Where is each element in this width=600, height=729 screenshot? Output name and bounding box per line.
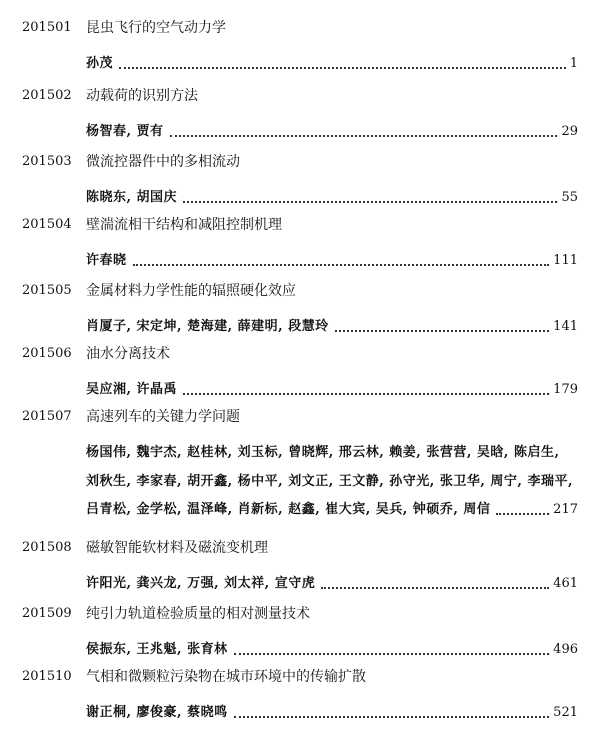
entry-number: 201508 (22, 540, 72, 555)
entry-authors: 侯振东, 王兆魁, 张育林 (86, 642, 228, 657)
entry-authors: 杨国伟, 魏宇杰, 赵桂林, 刘玉标, 曾晓辉, 邢云林, 赖姜, 张营营, 吴晗, 陈启生, (86, 445, 560, 460)
entry-authors: 杨智春, 贾有 (86, 124, 164, 139)
dot-leader (170, 134, 558, 137)
author-line (86, 54, 578, 74)
entry-authors: 孙茂 (86, 56, 114, 71)
entry-authors: 刘秋生, 李家春, 胡开鑫, 杨中平, 刘文正, 王文静, 孙守光, 张卫华, 周宁, 李瑞平, (86, 473, 573, 489)
entry-title: 昆虫飞行的空气动力学 (86, 20, 226, 36)
author-line (86, 500, 578, 520)
entry-page-number: 55 (561, 190, 578, 205)
entry-number: 201501 (22, 20, 72, 35)
dot-leader (496, 512, 549, 515)
author-line (86, 640, 578, 660)
author-line (86, 188, 578, 208)
entry-page-number: 521 (553, 705, 578, 720)
author-line (86, 122, 578, 142)
entry-number: 201509 (22, 606, 72, 621)
entry-authors: 谢正桐, 廖俊豪, 蔡晓鸣 (86, 705, 228, 720)
entry-authors: 许春晓 (86, 253, 127, 268)
entry-page-number: 461 (553, 576, 578, 591)
entry-authors: 许阳光, 龚兴龙, 万强, 刘太祥, 宣守虎 (86, 576, 316, 591)
entry-page-number: 496 (553, 642, 578, 657)
entry-number: 201505 (22, 283, 72, 298)
entry-page-number: 217 (553, 502, 578, 517)
entry-number: 201507 (22, 409, 72, 424)
entry-title: 高速列车的关键力学问题 (86, 409, 240, 425)
author-line (86, 380, 578, 400)
dot-leader (234, 715, 550, 718)
entry-authors: 吴应湘, 许晶禹 (86, 382, 178, 397)
entry-number: 201510 (22, 669, 72, 684)
entry-title: 磁敏智能软材料及磁流变机理 (86, 540, 268, 556)
entry-authors: 陈晓东, 胡国庆 (86, 190, 178, 205)
entry-number: 201503 (22, 154, 72, 169)
entry-page-number: 29 (561, 124, 578, 139)
dot-leader (183, 200, 557, 203)
entry-page-number: 179 (553, 382, 578, 397)
dot-leader (119, 66, 566, 69)
entry-page-number: 111 (553, 253, 578, 268)
dot-leader (133, 263, 550, 266)
author-line (86, 472, 578, 492)
entry-title: 动载荷的识别方法 (86, 88, 198, 104)
author-line (86, 703, 578, 723)
author-line (86, 251, 578, 271)
dot-leader (335, 329, 549, 332)
dot-leader (321, 586, 549, 589)
dot-leader (183, 392, 549, 395)
author-line (86, 317, 578, 337)
entry-title: 气相和微颗粒污染物在城市环境中的传输扩散 (86, 669, 366, 685)
entry-title: 金属材料力学性能的辐照硬化效应 (86, 283, 296, 299)
entry-title: 壁湍流相干结构和减阻控制机理 (86, 217, 282, 233)
author-line (86, 443, 578, 463)
dot-leader (234, 652, 550, 655)
entry-title: 微流控器件中的多相流动 (86, 154, 240, 170)
entry-authors: 肖厦子, 宋定坤, 楚海建, 薛建明, 段慧玲 (86, 319, 329, 334)
entry-number: 201502 (22, 88, 72, 103)
entry-number: 201504 (22, 217, 72, 232)
entry-authors: 吕青松, 金学松, 温泽峰, 肖新标, 赵鑫, 崔大宾, 吴兵, 钟硕乔, 周信 (86, 502, 491, 517)
entry-title: 纯引力轨道检验质量的相对测量技术 (86, 606, 310, 622)
entry-page-number: 1 (569, 56, 578, 71)
entry-page-number: 141 (553, 319, 578, 334)
entry-number: 201506 (22, 346, 72, 361)
entry-title: 油水分离技术 (86, 346, 170, 362)
author-line (86, 574, 578, 594)
